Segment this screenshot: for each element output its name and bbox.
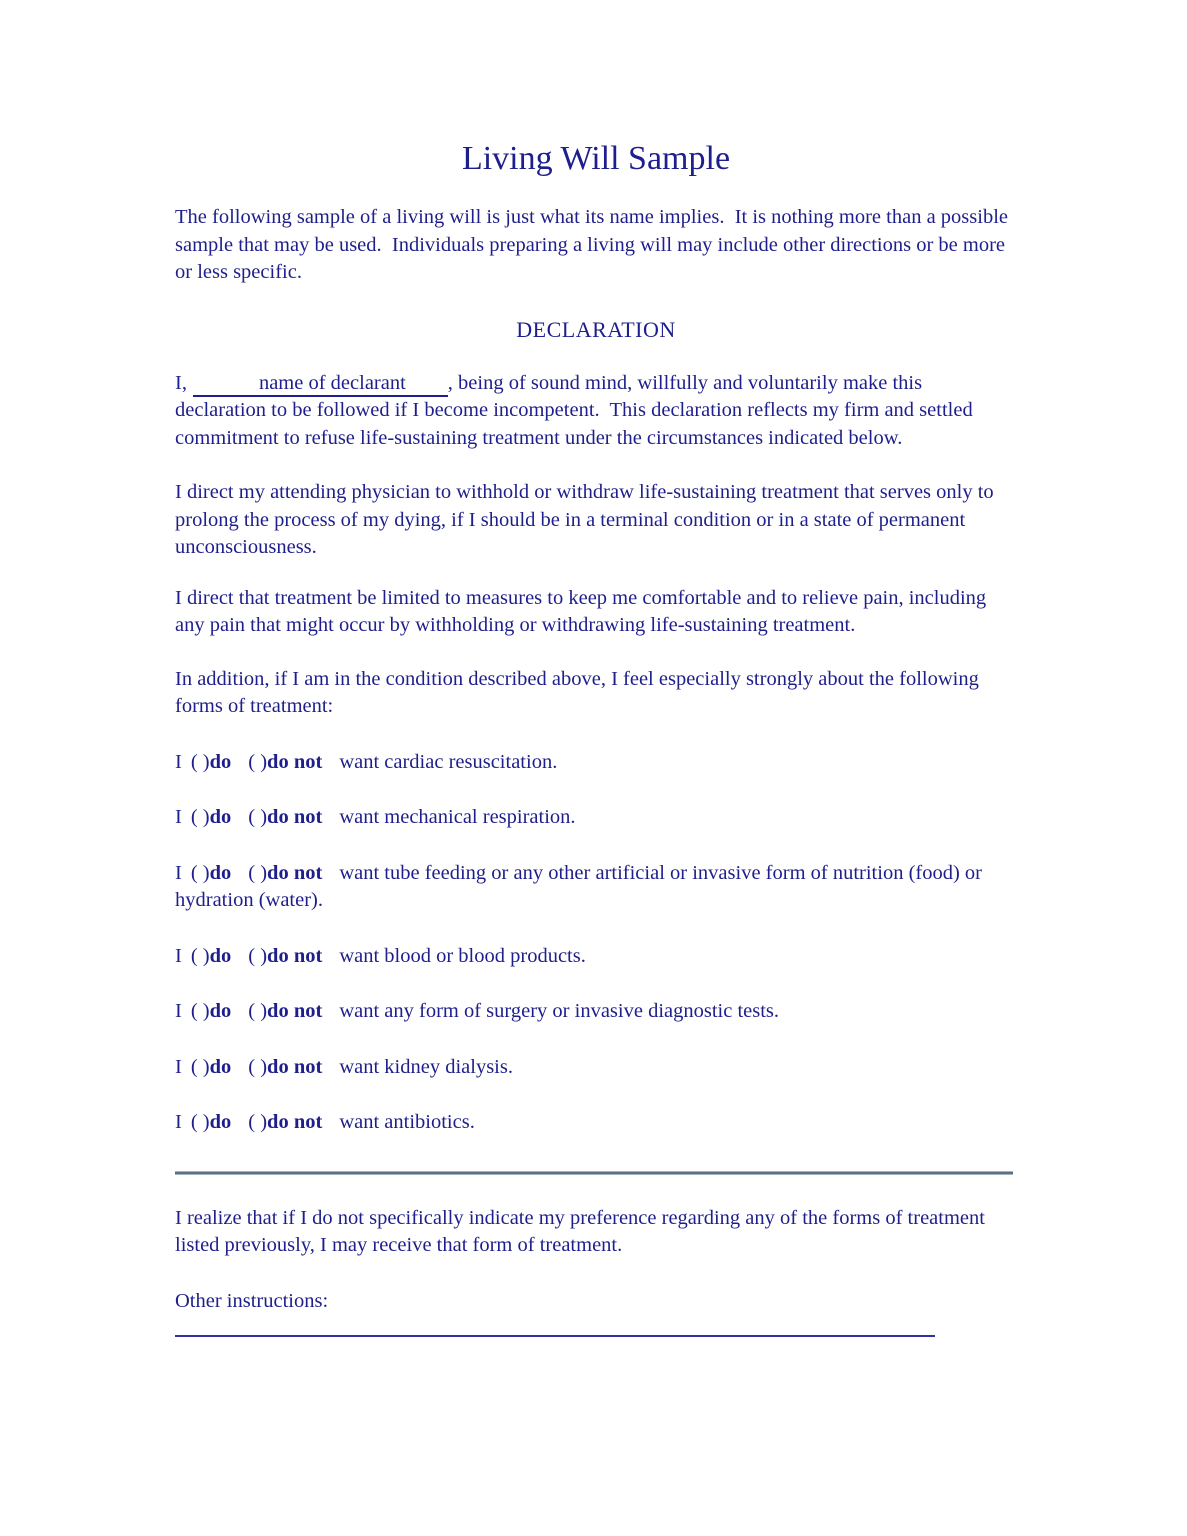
- choice-row-blood-products: [175, 943, 1017, 971]
- do-not-label: do not: [267, 1111, 323, 1133]
- directive-comfort-paragraph: I direct that treatment be limited to measures to keep me comfortable and to relieve pain, including any pain that might occur by withholding or withdrawing life-sustaining treatment.: [175, 586, 992, 636]
- do-option[interactable]: [191, 751, 231, 773]
- do-not-option[interactable]: [248, 1111, 322, 1133]
- do-checkbox-parens[interactable]: ( ): [190, 750, 210, 773]
- do-not-label: do not: [267, 750, 323, 773]
- choice-item-text: want blood or blood products.: [339, 944, 586, 967]
- do-option[interactable]: [191, 806, 231, 828]
- do-not-option[interactable]: [248, 751, 322, 773]
- declarant-suffix: , being of sound mind, willfully and voluntarily make this declaration to be followed if I become incompetent. This declaration reflects my firm and settled commitment to refuse life-sustaining treatment under the circumstances indicated below.: [175, 371, 978, 449]
- other-instructions-blank-line[interactable]: [175, 1335, 935, 1337]
- choice-row-antibiotics: [175, 1109, 1017, 1137]
- do-label: do: [209, 806, 232, 828]
- choice-item-text: want mechanical respiration.: [339, 806, 576, 828]
- do-option[interactable]: [191, 862, 231, 884]
- choice-item-text: want cardiac resuscitation.: [339, 750, 558, 773]
- other-instructions-label: Other instructions:: [175, 1289, 329, 1312]
- do-not-option[interactable]: [248, 1000, 322, 1022]
- declarant-prefix: I,: [175, 371, 187, 394]
- choice-subject: I: [175, 944, 182, 967]
- choice-row-cardiac-resuscitation: [175, 749, 1017, 777]
- choice-subject: I: [175, 861, 182, 884]
- addition-paragraph: In addition, if I am in the condition described above, I feel especially strongly about the following forms of treatment:: [175, 667, 984, 717]
- do-not-option[interactable]: [248, 862, 322, 884]
- choice-subject: I: [175, 1000, 182, 1022]
- directive-withhold-paragraph: I direct my attending physician to withhold or withdraw life-sustaining treatment that serves only to prolong the process of my dying, if I should be in a terminal condition or in a state of permanent unconsciousness.: [175, 481, 999, 558]
- intro-paragraph: The following sample of a living will is just what its name implies. It is nothing more than a possible sample that may be used. Individuals preparing a living will may include other directions or be more or less specific.: [175, 206, 1014, 283]
- declarant-paragraph: [175, 370, 1017, 453]
- section-divider: [175, 1171, 1013, 1175]
- do-label: do: [209, 750, 232, 773]
- choice-item-text: want any form of surgery or invasive diagnostic tests.: [339, 1000, 780, 1022]
- do-not-checkbox-parens[interactable]: ( ): [248, 861, 268, 884]
- do-not-label: do not: [267, 1055, 323, 1078]
- do-not-option[interactable]: [248, 806, 322, 828]
- document-content: [175, 140, 1017, 1337]
- do-option[interactable]: [191, 1111, 231, 1133]
- do-option[interactable]: [191, 1056, 231, 1078]
- do-label: do: [209, 1055, 232, 1078]
- do-not-option[interactable]: [248, 945, 322, 967]
- do-not-checkbox-parens[interactable]: ( ): [248, 806, 268, 828]
- choice-subject: I: [175, 1111, 182, 1133]
- do-option[interactable]: [191, 945, 231, 967]
- choice-item-text: want tube feeding or any other artificial or invasive form of nutrition (food) or hydration (water).: [175, 861, 983, 911]
- do-checkbox-parens[interactable]: ( ): [190, 861, 210, 884]
- choice-subject: I: [175, 750, 182, 773]
- do-not-checkbox-parens[interactable]: ( ): [248, 1000, 268, 1022]
- do-not-label: do not: [267, 1000, 323, 1022]
- do-not-checkbox-parens[interactable]: ( ): [248, 750, 268, 773]
- do-not-checkbox-parens[interactable]: ( ): [248, 1055, 268, 1078]
- do-not-checkbox-parens[interactable]: ( ): [248, 1111, 268, 1133]
- do-checkbox-parens[interactable]: ( ): [190, 944, 210, 967]
- choice-row-mechanical-respiration: [175, 804, 1017, 832]
- choice-item-text: want kidney dialysis.: [339, 1055, 513, 1078]
- do-not-option[interactable]: [248, 1056, 322, 1078]
- choice-item-text: want antibiotics.: [339, 1111, 475, 1133]
- do-not-label: do not: [267, 861, 323, 884]
- do-not-label: do not: [267, 806, 323, 828]
- do-label: do: [209, 1111, 232, 1133]
- do-label: do: [209, 1000, 232, 1022]
- choice-row-surgery-diagnostic-tests: [175, 998, 1017, 1026]
- choice-subject: I: [175, 1055, 182, 1078]
- do-not-checkbox-parens[interactable]: ( ): [248, 944, 268, 967]
- do-checkbox-parens[interactable]: ( ): [190, 1111, 210, 1133]
- choice-row-tube-feeding: [175, 860, 1017, 915]
- do-checkbox-parens[interactable]: ( ): [190, 806, 210, 828]
- do-not-label: do not: [267, 944, 323, 967]
- declaration-heading: DECLARATION: [516, 316, 676, 342]
- do-option[interactable]: [191, 1000, 231, 1022]
- choice-subject: I: [175, 806, 182, 828]
- do-checkbox-parens[interactable]: ( ): [190, 1055, 210, 1078]
- closing-paragraph: I realize that if I do not specifically indicate my preference regarding any of the forms of treatment listed previously, I may receive that form of treatment.: [175, 1206, 991, 1256]
- document-title: Living Will Sample: [461, 140, 731, 177]
- name-of-declarant-blank[interactable]: name of declarant: [193, 372, 448, 397]
- do-label: do: [209, 944, 232, 967]
- do-label: do: [209, 861, 232, 884]
- choice-row-kidney-dialysis: [175, 1054, 1017, 1082]
- do-checkbox-parens[interactable]: ( ): [190, 1000, 210, 1022]
